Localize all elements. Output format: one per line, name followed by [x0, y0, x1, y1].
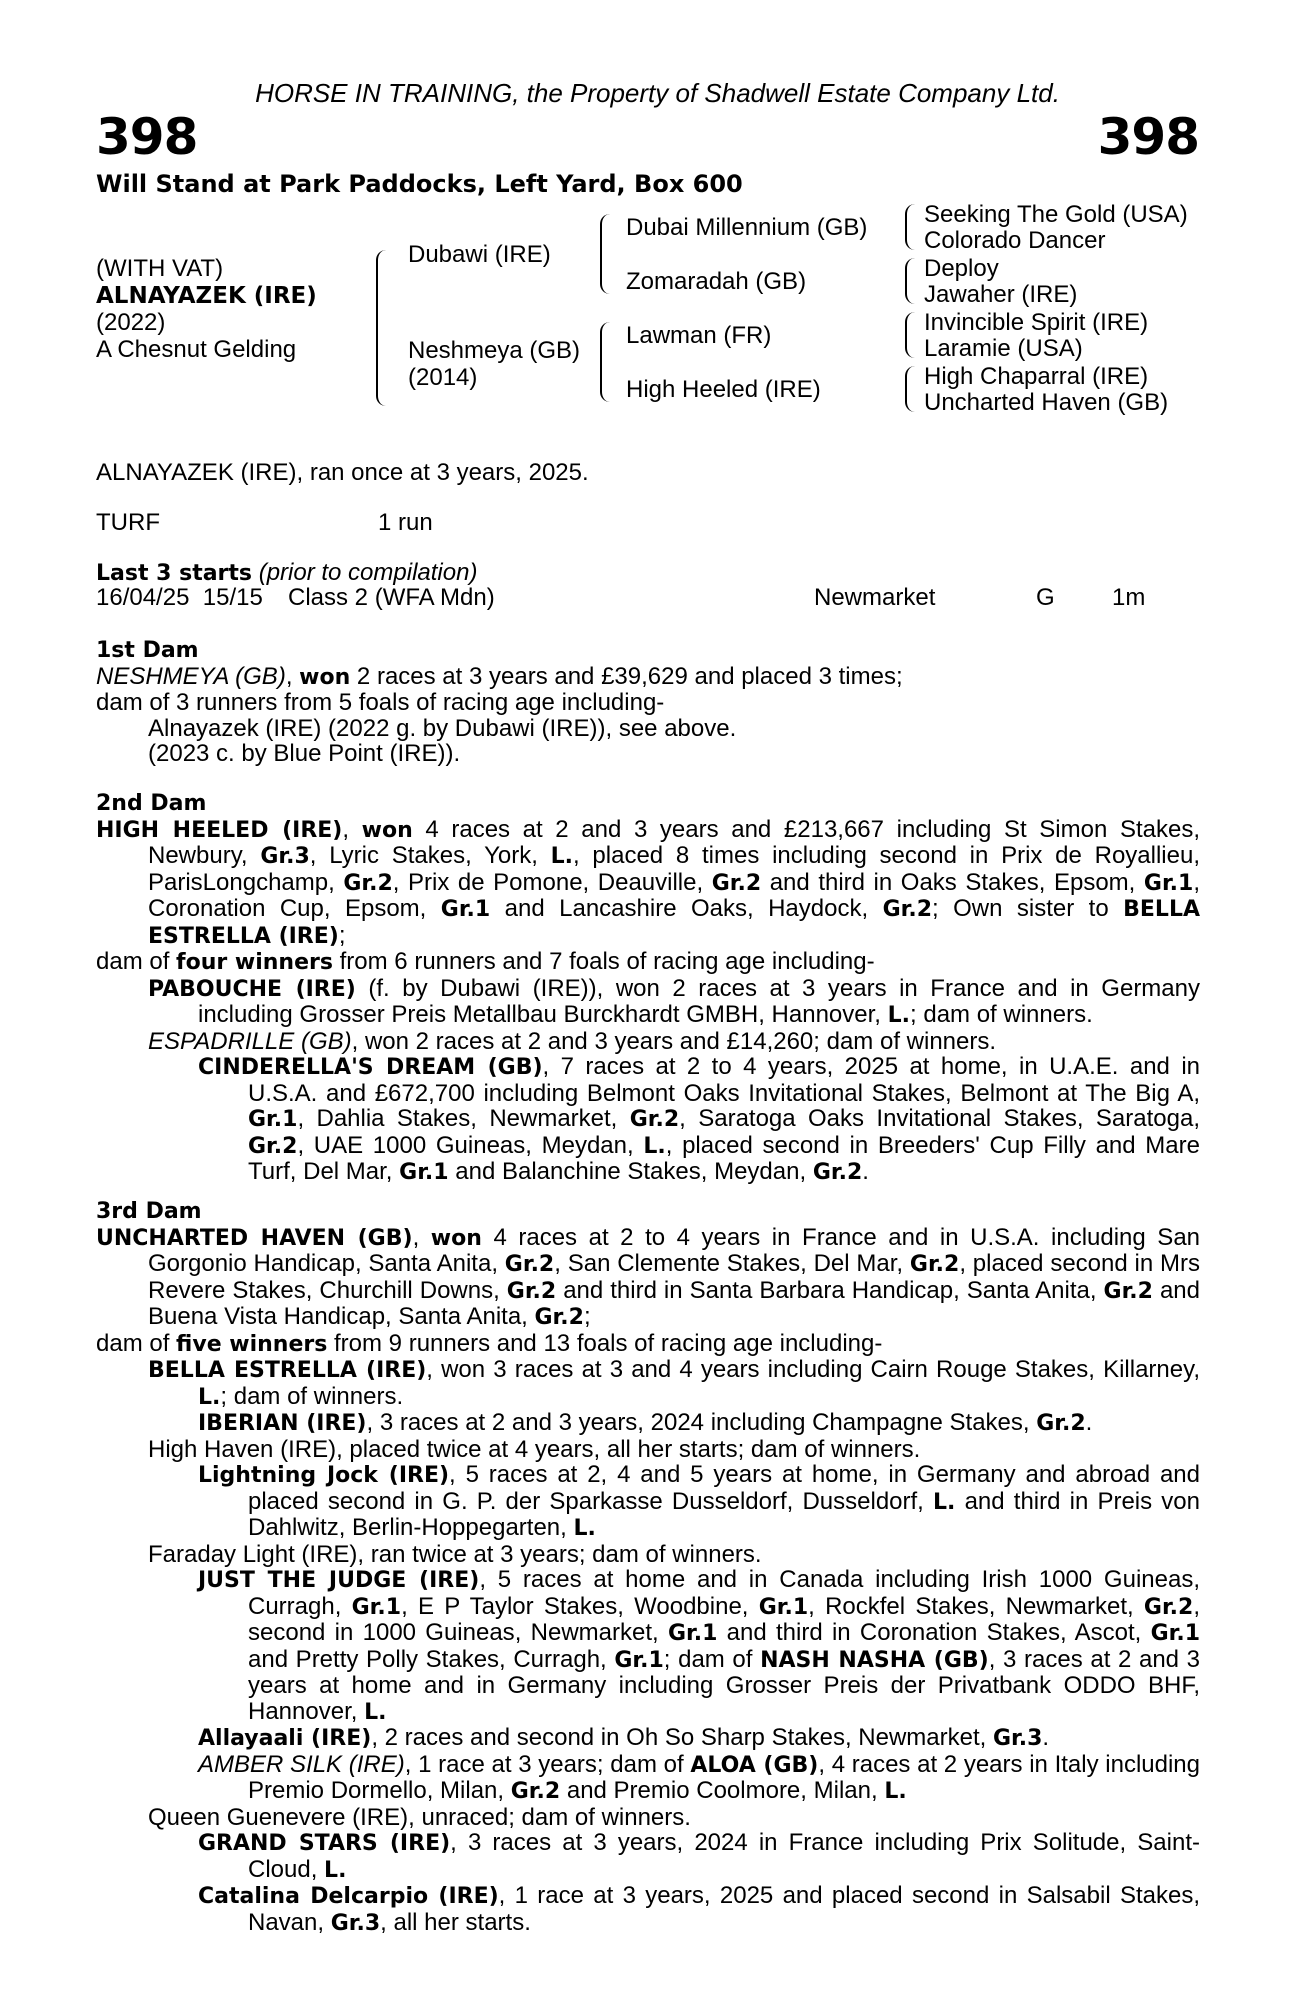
horse-year: (2022) [96, 309, 166, 336]
second-dam-section [96, 791, 1200, 1186]
first-dam-line-3: Alnayazek (IRE) (2022 g. by Dubawi (IRE)), see above. [148, 714, 737, 742]
turf-runs: 1 run [378, 509, 433, 536]
pedigree-brace-g2 [905, 258, 915, 304]
pedigree-sire-dam: Zomaradah (GB) [626, 268, 807, 295]
first-dam-section [96, 638, 1200, 767]
start-distance: 1m [1112, 584, 1146, 611]
race-summary: ALNAYAZEK (IRE), ran once at 3 years, 2025. [96, 459, 589, 486]
first-dam-line-1: NESHMEYA (GB), won 2 races at 3 years and £39,629 and placed 3 times; [96, 662, 903, 690]
pedigree-brace-g1 [905, 204, 915, 250]
produce-grand-stars: GRAND STARS (IRE), 3 races at 3 years, 2024 in France including Prix Solitude, Saint-Cloud, L. [198, 1829, 1200, 1883]
third-dam-heading: 3rd Dam [96, 1199, 202, 1224]
produce-bella-estrella: BELLA ESTRELLA (IRE), won 3 races at 3 and 4 years including Cairn Rouge Stakes, Killarney, L.; dam of winners. [148, 1356, 1200, 1410]
last-starts-heading: Last 3 starts [96, 561, 253, 586]
pedigree-g7: High Chaparral (IRE) [924, 363, 1149, 390]
third-dam-section [96, 1199, 1200, 1936]
second-dam-heading: 2nd Dam [96, 791, 207, 816]
third-dam-produce-intro: dam of five winners from 9 runners and 13 foals of racing age including- [96, 1329, 883, 1357]
lot-number-right: 398 [1097, 108, 1199, 166]
last-starts-heading-row [96, 560, 477, 587]
produce-allayaali: Allayaali (IRE), 2 races and second in Oh So Sharp Stakes, Newmarket, Gr.3. [198, 1724, 1050, 1751]
pedigree-brace-sire [600, 214, 612, 294]
pedigree-sire-sire: Dubai Millennium (GB) [626, 214, 868, 241]
produce-pabouche: PABOUCHE (IRE) (f. by Dubawi (IRE)), won 2 races at 3 years in France and in Germany including Grosser Preis Metallbau Burckhardt GMBH, Hannover, L.; dam of winners. [148, 974, 1200, 1028]
first-dam-line-2: dam of 3 runners from 5 foals of racing age including- [96, 689, 665, 716]
horse-name: ALNAYAZEK (IRE) [96, 283, 317, 309]
first-dam-line-4: (2023 c. by Blue Point (IRE)). [148, 740, 461, 767]
pedigree-dam-sire: Lawman (FR) [626, 322, 772, 349]
produce-iberian: IBERIAN (IRE), 3 races at 2 and 3 years, 2024 including Champagne Stakes, Gr.2. [198, 1409, 1093, 1436]
pedigree-brace-dam [600, 322, 612, 402]
third-dam-record: UNCHARTED HAVEN (GB), won 4 races at 2 to 4 years in France and in U.S.A. including San Gorgonio Handicap, Santa Anita, Gr.2, San Clemente Stakes, Del Mar, Gr.2, placed second in Mrs Revere Stakes, Churchill Downs, Gr.2 and third in Santa Barbara Handicap, Santa Anita, Gr.2 and Buena Vista Handicap, Santa Anita, Gr.2; [96, 1223, 1201, 1330]
first-dam-heading: 1st Dam [96, 638, 199, 663]
start-course: Newmarket [814, 584, 936, 611]
last-starts-note: (prior to compilation) [258, 559, 478, 586]
turf-label: TURF [96, 509, 160, 536]
lot-number-left: 398 [96, 108, 198, 166]
pedigree-sire: Dubawi (IRE) [408, 241, 551, 268]
page-header-title: HORSE IN TRAINING, the Property of Shadwell Estate Company Ltd. [255, 78, 1060, 108]
produce-just-the-judge: JUST THE JUDGE (IRE), 5 races at home and in Canada including Irish 1000 Guineas, Curragh, Gr.1, E P Taylor Stakes, Woodbine, Gr.1, Rockfel Stakes, Newmarket, Gr.2, second in 1000 Guineas, Newmarket, Gr.1 and third in Coronation Stakes, Ascot, Gr.1 and Pretty Polly Stakes, Curragh, Gr.1; dam of NASH NASHA (GB), 3 races at 2 and 3 years at home and in Germany including Grosser Preis der Privatbank ODDO BHF, Hannover, L. [198, 1566, 1201, 1725]
produce-amber-silk: AMBER SILK (IRE), 1 race at 3 years; dam of ALOA (GB), 4 races at 2 years in Italy including Premio Dormello, Milan, Gr.2 and Premio Coolmore, Milan, L. [198, 1750, 1201, 1804]
horse-vat: (WITH VAT) [96, 255, 224, 282]
pedigree-g8: Uncharted Haven (GB) [924, 389, 1169, 416]
pedigree-brace-main [376, 250, 388, 406]
second-dam-record: HIGH HEELED (IRE), won 4 races at 2 and 3 years and £213,667 including St Simon Stakes, Newbury, Gr.3, Lyric Stakes, York, L., placed 8 times including second in Prix de Royallieu, ParisLongchamp, Gr.2, Prix de Pomone, Deauville, Gr.2 and third in Oaks Stakes, Epsom, Gr.1, Coronation Cup, Epsom, Gr.1 and Lancashire Oaks, Haydock, Gr.2; Own sister to BELLA ESTRELLA (IRE); [96, 815, 1200, 949]
pedigree-dam-year: (2014) [408, 364, 478, 391]
horse-description: A Chesnut Gelding [96, 336, 297, 363]
produce-catalina-delcarpio: Catalina Delcarpio (IRE), 1 race at 3 years, 2025 and placed second in Salsabil Stakes, Navan, Gr.3, all her starts. [198, 1882, 1200, 1936]
produce-high-haven: High Haven (IRE), placed twice at 4 years, all her starts; dam of winners. [148, 1435, 921, 1463]
produce-faraday-light: Faraday Light (IRE), ran twice at 3 years; dam of winners. [148, 1540, 762, 1568]
pedigree-g5: Invincible Spirit (IRE) [924, 309, 1149, 336]
pedigree-g4: Jawaher (IRE) [924, 281, 1078, 308]
pedigree-dam-dam: High Heeled (IRE) [626, 376, 821, 403]
start-date-position: 16/04/25 15/15 [96, 584, 263, 611]
produce-cinderellas-dream: CINDERELLA'S DREAM (GB), 7 races at 2 to 4 years, 2025 at home, in U.A.E. and in U.S.A. and £672,700 including Belmont Oaks Invitational Stakes, Belmont at The Big A, Gr.1, Dahlia Stakes, Newmarket, Gr.2, Saratoga Oaks Invitational Stakes, Saratoga, Gr.2, UAE 1000 Guineas, Meydan, L., placed second in Breeders' Cup Filly and Mare Turf, Del Mar, Gr.1 and Balanchine Stakes, Meydan, Gr.2. [198, 1053, 1201, 1185]
produce-queen-guenevere: Queen Guenevere (IRE), unraced; dam of winners. [148, 1803, 691, 1831]
produce-espadrille: ESPADRILLE (GB), won 2 races at 2 and 3 years and £14,260; dam of winners. [148, 1027, 997, 1055]
pedigree-brace-g4 [905, 366, 915, 412]
pedigree-dam: Neshmeya (GB) [408, 337, 581, 364]
pedigree-g2: Colorado Dancer [924, 227, 1106, 254]
start-race: Class 2 (WFA Mdn) [288, 584, 495, 611]
pedigree-g6: Laramie (USA) [924, 335, 1083, 362]
pedigree-brace-g3 [905, 312, 915, 358]
stand-info: Will Stand at Park Paddocks, Left Yard, Box 600 [96, 170, 743, 198]
produce-lightning-jock: Lightning Jock (IRE), 5 races at 2, 4 and 5 years at home, in Germany and abroad and placed second in G. P. der Sparkasse Dusseldorf, Dusseldorf, L. and third in Preis von Dahlwitz, Berlin-Hoppegarten, L. [198, 1461, 1201, 1541]
second-dam-produce-intro: dam of four winners from 6 runners and 7 foals of racing age including- [96, 948, 875, 975]
pedigree-g3: Deploy [924, 255, 999, 282]
start-going: G [1036, 584, 1055, 611]
pedigree-g1: Seeking The Gold (USA) [924, 201, 1188, 228]
